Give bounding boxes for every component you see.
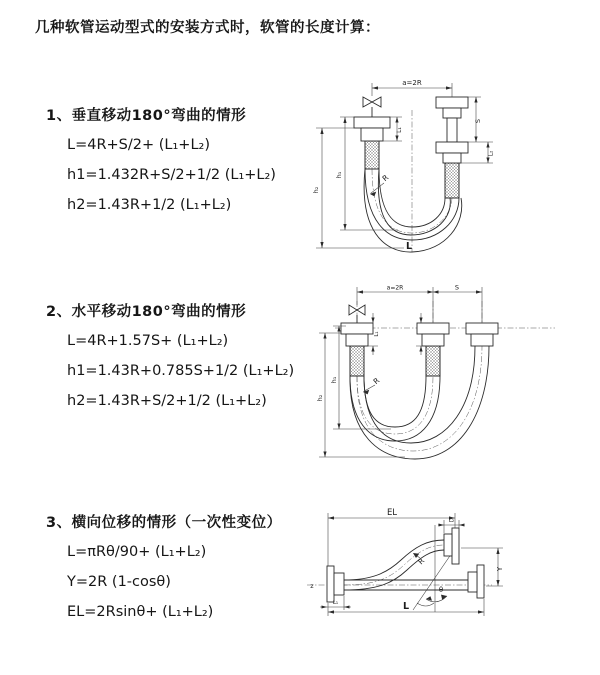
label-theta: θ xyxy=(438,586,444,594)
flange-connectors xyxy=(327,528,484,602)
label-h2: h₂ xyxy=(316,394,324,402)
label-r: R xyxy=(416,556,427,567)
label-l2: L₂ xyxy=(487,150,495,157)
label-h2: h₂ xyxy=(312,186,320,194)
section-2-heading: 2、水平移动180°弯曲的情形 xyxy=(46,304,247,320)
page-title: 几种软管运动型式的安装方式时，软管的长度计算： xyxy=(35,20,380,36)
formula-el: EL=2Rsinθ+ (L₁+L₂) xyxy=(67,604,214,620)
label-l1: L₁ xyxy=(374,331,380,337)
label-s: S xyxy=(474,118,482,124)
diagram-vertical-180-bend-svg xyxy=(300,72,510,262)
section-1-heading: 1、垂直移动180°弯曲的情形 xyxy=(46,108,247,124)
dimension-arrows xyxy=(323,290,482,457)
formula-l: L=4R+1.57S+ (L₁+L₂) xyxy=(67,333,229,349)
formula-h1: h1=1.432R+S/2+1/2 (L₁+L₂) xyxy=(67,167,276,183)
label-r: R xyxy=(380,172,391,184)
valve-icon xyxy=(363,97,381,117)
label-h1: h₁ xyxy=(335,171,343,179)
hose xyxy=(350,346,489,459)
dimension-arrows xyxy=(320,86,489,248)
diagram-horizontal-180-bend xyxy=(305,283,565,467)
formula-h1: h1=1.43R+0.785S+1/2 (L₁+L₂) xyxy=(67,363,295,379)
label-l1: L₁ xyxy=(396,127,403,133)
label-l: L xyxy=(402,601,410,612)
formula-l: L=4R+S/2+ (L₁+L₂) xyxy=(67,137,210,153)
section-2 xyxy=(46,300,294,416)
formula-y: Y=2R (1-cosθ) xyxy=(67,574,171,590)
formula-l: L=πRθ/90+ (L₁+L₂) xyxy=(67,544,207,560)
diagram-lateral-offset xyxy=(300,500,600,659)
diagram-lateral-offset-svg xyxy=(300,500,600,655)
flange-connectors xyxy=(341,323,498,346)
section-3-heading: 3、横向位移的情形（一次性变位） xyxy=(46,515,282,531)
dimension-arrows xyxy=(322,516,500,613)
label-s: S xyxy=(454,283,460,292)
label-l1: L₁ xyxy=(332,600,339,606)
formula-h2: h2=1.43R+S/2+1/2 (L₁+L₂) xyxy=(67,393,267,409)
label-r: R xyxy=(371,375,382,387)
label-l2: L₂ xyxy=(448,518,455,524)
label-axis-mark: z xyxy=(310,582,314,590)
diagram-horizontal-180-bend-svg xyxy=(305,283,565,463)
dimension-lines xyxy=(319,284,482,457)
label-h1: h₁ xyxy=(330,376,338,384)
section-1 xyxy=(46,104,276,220)
label-span: a=2R xyxy=(386,284,404,292)
diagram-vertical-180-bend xyxy=(300,72,510,266)
dimension-lines xyxy=(320,513,503,616)
braid-sections xyxy=(350,346,440,376)
label-span: a=2R xyxy=(402,79,422,87)
formula-h2: h2=1.43R+1/2 (L₁+L₂) xyxy=(67,197,232,213)
section-3 xyxy=(46,511,282,627)
label-el: EL xyxy=(386,508,398,518)
label-y: Y xyxy=(496,566,504,572)
label-l: L xyxy=(405,241,413,252)
